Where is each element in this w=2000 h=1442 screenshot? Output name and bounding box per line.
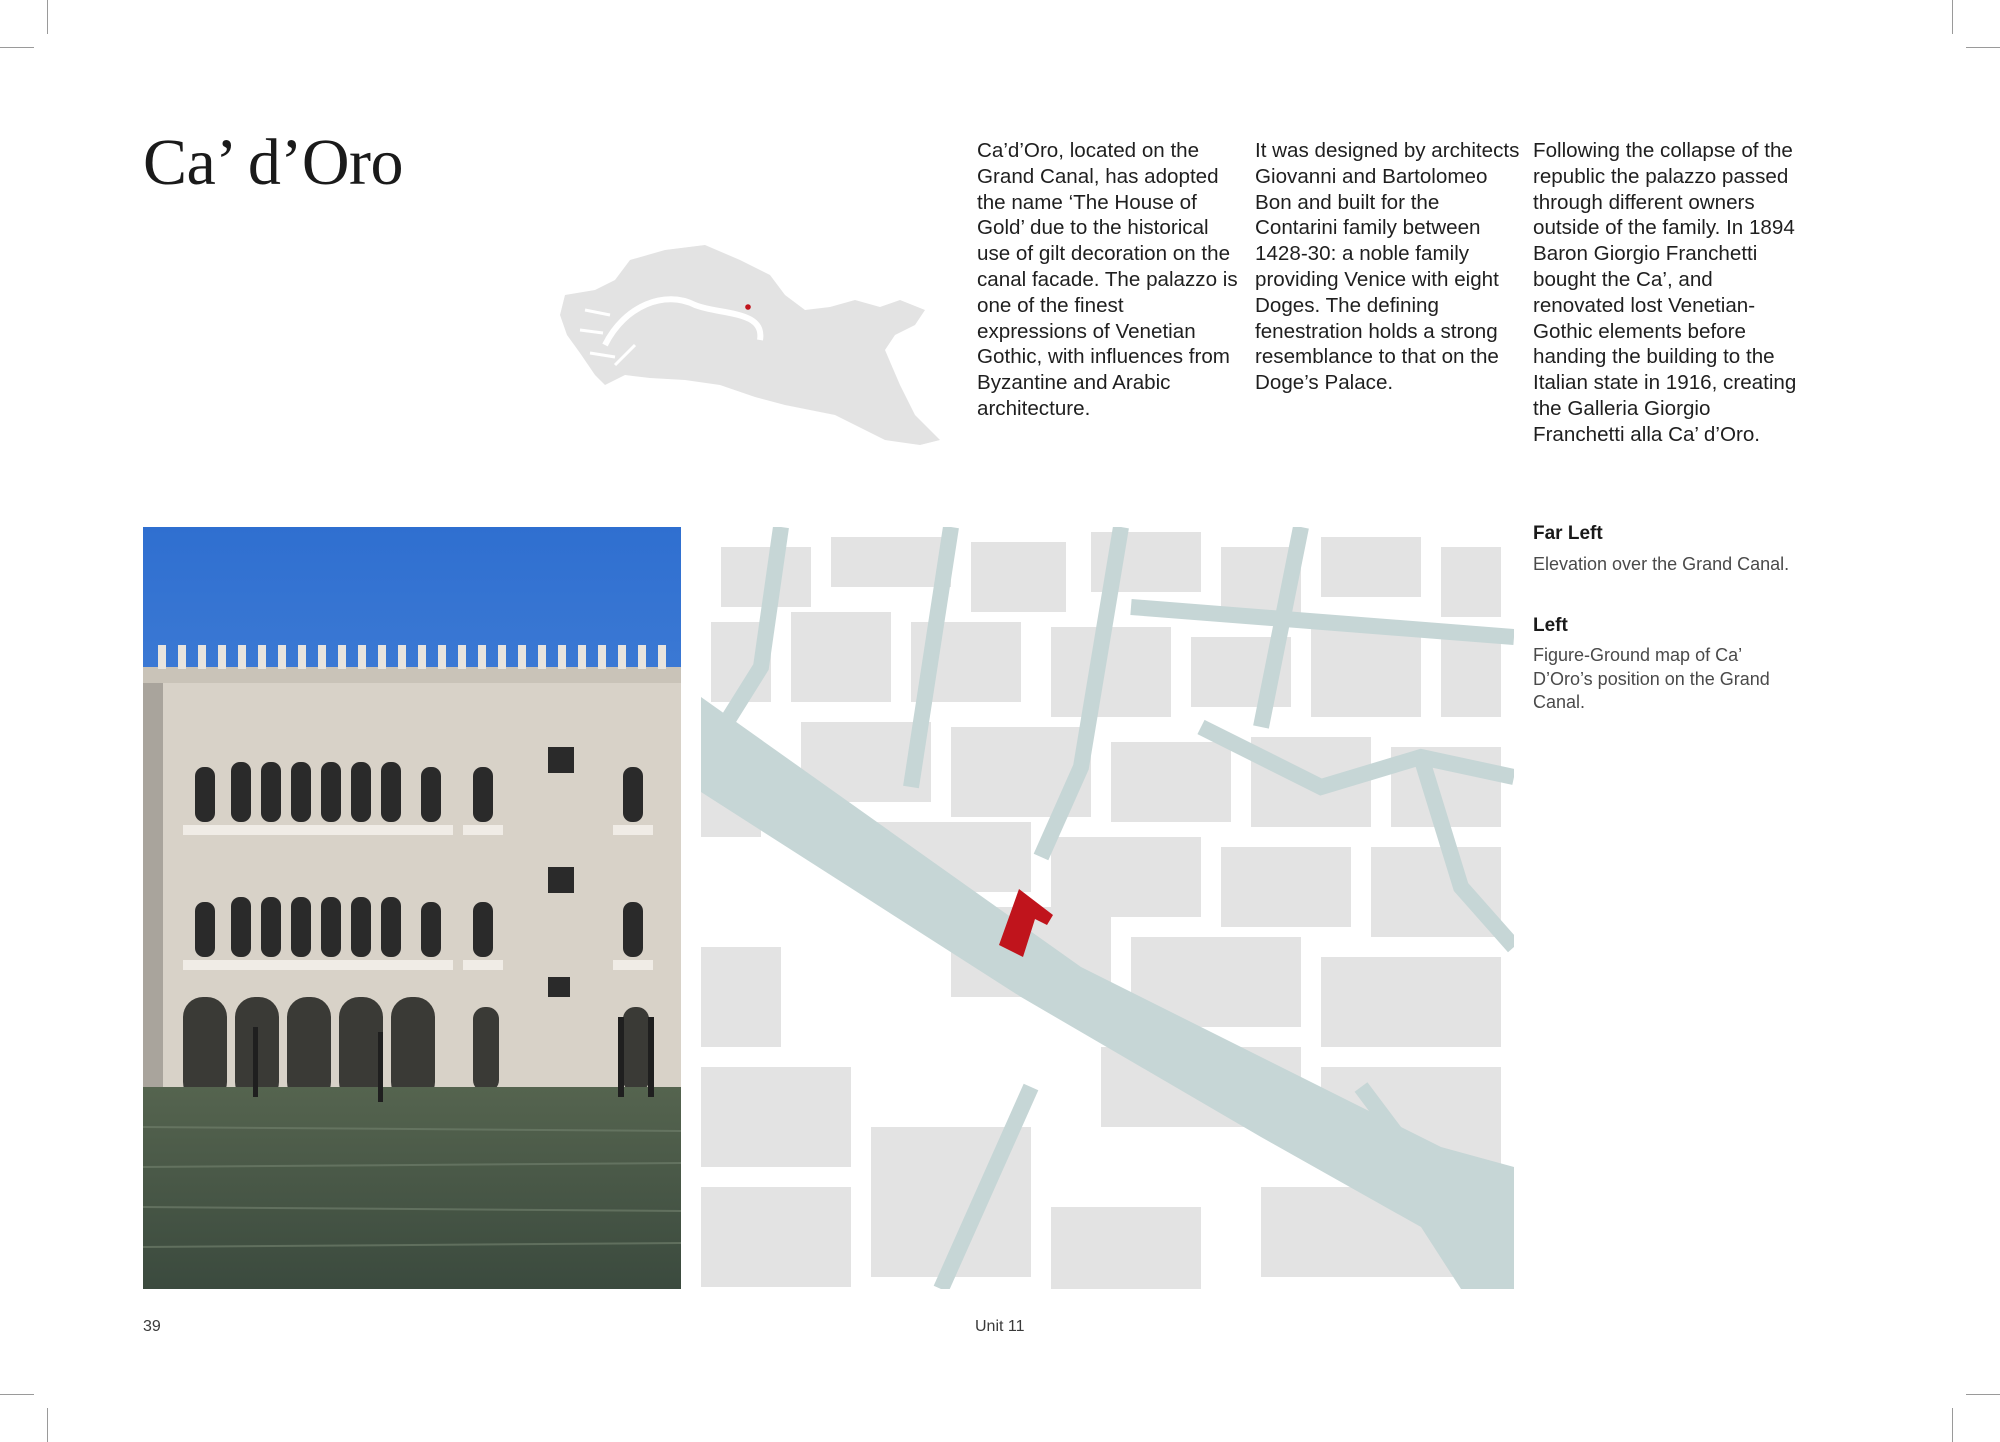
venice-locator-map	[555, 235, 950, 455]
page-number: 39	[143, 1318, 161, 1335]
caption-text-left: Figure-Ground map of Ca’ D’Oro’s position on the Grand Canal.	[1533, 645, 1770, 712]
caption-heading-far-left: Far Left	[1533, 523, 1603, 544]
location-marker	[745, 304, 751, 310]
body-text-column-3: Following the collapse of the republic the palazzo passed through different owners outside of the family. In 1894 Baron Giorgio Franchetti bought the Ca’, and renovated lost Venetian-Gothic elements before handing the building to the Italian state in 1916, creating the Galleria Giorgio Franchetti alla Ca’ d’Oro.	[1533, 139, 1797, 446]
caption-heading-left: Left	[1533, 615, 1568, 636]
body-text-column-2: It was designed by architects Giovanni and Bartolomeo Bon and built for the Contarini family between 1428-30: a noble family providing Venice with eight Doges. The defining fenestration holds a strong resemblance to that on the Doge’s Palace.	[1255, 139, 1520, 395]
facade-photo	[143, 527, 681, 1289]
page-title: Ca’ d’Oro	[143, 126, 404, 199]
body-text-column-1: Ca’d’Oro, located on the Grand Canal, has adopted the name ‘The House of Gold’ due to the historical use of gilt decoration on the canal facade. The palazzo is one of the finest expressions of Venetian Gothic, with influences from Byzantine and Arabic architecture.	[977, 139, 1238, 420]
figure-ground-map	[701, 527, 1514, 1289]
running-footer: Unit 11	[975, 1318, 1025, 1335]
caption-text-far-left: Elevation over the Grand Canal.	[1533, 554, 1790, 574]
